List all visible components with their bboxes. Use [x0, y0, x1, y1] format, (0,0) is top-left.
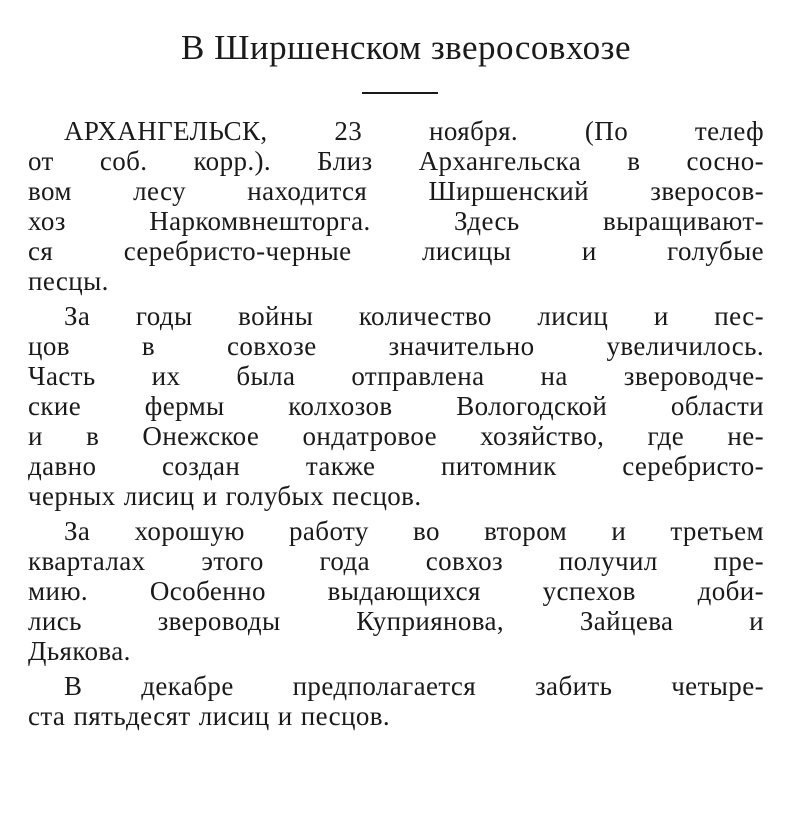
text-line: черных лисиц и голубых песцов.: [28, 481, 422, 511]
text-line: от соб. корр.). Близ Архангельска в сосно-: [28, 146, 764, 176]
newspaper-article: [28, 0, 764, 736]
text-line: Дьякова.: [28, 636, 131, 666]
text-line: мию. Особенно выдающихся успехов доби-: [28, 576, 764, 606]
text-line: АРХАНГЕЛЬСК, 23 ноября. (По телеф: [64, 116, 764, 146]
article-paragraph: [28, 116, 764, 296]
text-line: Часть их была отправлена на звероводче-: [28, 361, 764, 391]
text-line: цов в совхозе значительно увеличилось.: [28, 331, 764, 361]
article-paragraph: [28, 671, 764, 731]
text-line: За хорошую работу во втором и третьем: [64, 516, 764, 546]
text-line: ские фермы колхозов Вологодской области: [28, 391, 764, 421]
article-paragraph: [28, 516, 764, 666]
text-line: В декабре предполагается забить четыре-: [64, 671, 764, 701]
text-line: хоз Наркомвнешторга. Здесь выращивают-: [28, 206, 764, 236]
text-line: кварталах этого года совхоз получил пре-: [28, 546, 764, 576]
text-line: За годы войны количество лисиц и пес-: [64, 301, 764, 331]
text-line: ся серебристо-черные лисицы и голубые: [28, 236, 764, 266]
article-body: [28, 116, 764, 731]
article-headline: В Ширшенском зверосовхозе: [181, 28, 631, 67]
text-line: давно создан также питомник серебристо-: [28, 451, 764, 481]
text-line: и в Онежское ондатровое хозяйство, где не-: [28, 421, 764, 451]
headline-divider: [362, 92, 438, 94]
text-line: вом лесу находится Ширшенский зверосов-: [28, 176, 764, 206]
text-line: песцы.: [28, 266, 109, 296]
text-line: ста пятьдесят лисиц и песцов.: [28, 701, 391, 731]
article-paragraph: [28, 301, 764, 511]
text-line: лись звероводы Куприянова, Зайцева и: [28, 606, 764, 636]
